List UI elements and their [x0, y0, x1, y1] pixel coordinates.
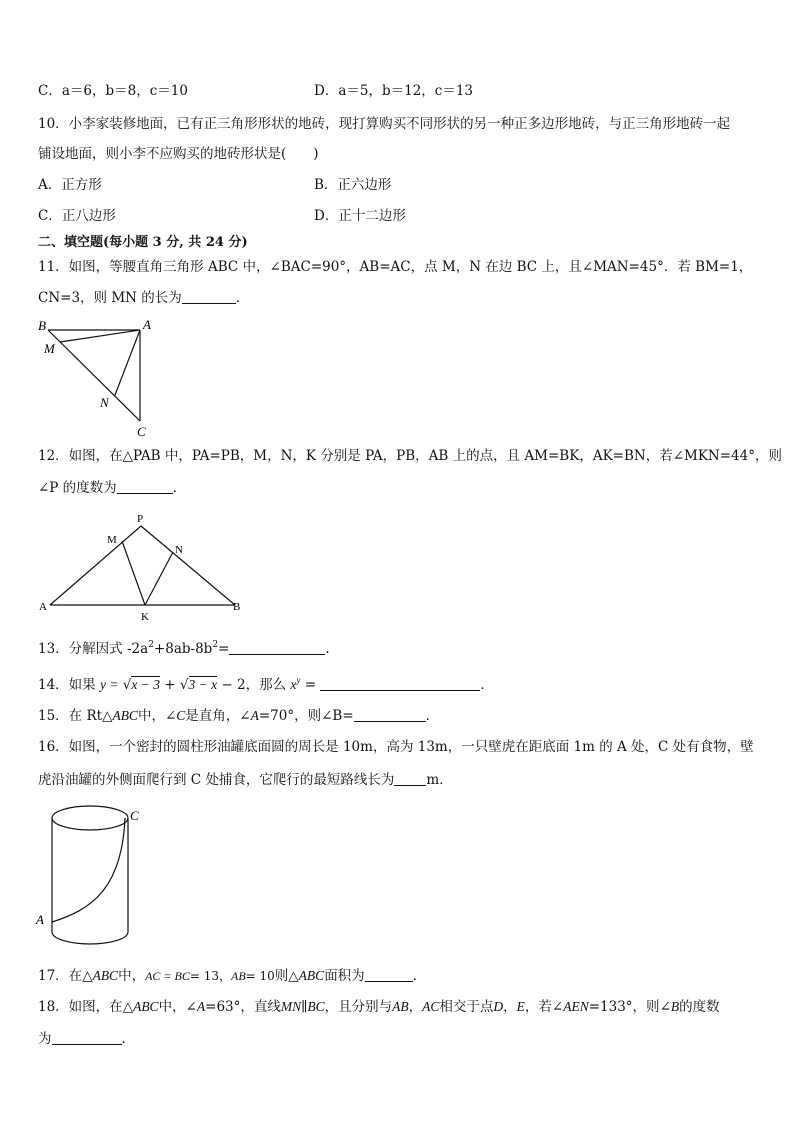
- q18-angle-aen: ∠AEN: [551, 999, 589, 1014]
- q18-angle-b: ∠B: [659, 999, 680, 1014]
- q11-segment-an: [115, 330, 140, 395]
- q18-point-e: E: [516, 999, 525, 1014]
- q17-cond-ab: AB: [230, 969, 246, 983]
- q14-radical-1: [123, 677, 160, 693]
- q17-cond-13: = 13，: [189, 969, 231, 983]
- q13-term2: +8ab-8b: [153, 641, 213, 657]
- q14-plus: +: [164, 677, 176, 693]
- q10-option-d: D．正十二边形: [314, 208, 406, 224]
- q11-edge-bc: [48, 330, 140, 421]
- q15-end: ．: [425, 708, 440, 724]
- q14-y-equals: y =: [99, 677, 119, 692]
- q12-label-k: K: [141, 611, 149, 623]
- q12-label-b: B: [233, 601, 241, 613]
- q18-triangle: △ABC: [122, 999, 159, 1014]
- q12-label-p: P: [137, 513, 144, 525]
- q18-line2-end: .: [121, 1031, 126, 1047]
- q11-label-c: C: [137, 424, 146, 439]
- q12-edge-pb: [141, 526, 235, 605]
- q16-line1: 16．如图，一个密封的圆柱形油罐底面圆的周长是 10m，高为 13m，一只壁虎在距底面 1m 的 A 处，C 处有食物，壁: [38, 739, 754, 755]
- q18-line2-text: 为: [38, 1031, 52, 1047]
- q12-label-a: A: [39, 601, 47, 613]
- q12-segment-mk: [122, 541, 145, 605]
- q16-label-c: C: [130, 808, 139, 823]
- q12-line2-text: ∠P 的度数为: [38, 480, 117, 496]
- q18-line1: [38, 998, 720, 1016]
- q11-label-a: A: [143, 317, 151, 332]
- q14-end: ．: [480, 677, 494, 693]
- q18-text3: ，且分别与: [324, 999, 393, 1015]
- q11-segment-am: [60, 330, 140, 342]
- q11-line2-end: ．: [235, 290, 250, 306]
- q18-text1: 中，: [158, 999, 186, 1015]
- q17-answer-blank[interactable]: [365, 967, 413, 982]
- q10-option-b: B．正六边形: [314, 177, 392, 193]
- q18-comma1: ，: [408, 999, 423, 1015]
- q14-minus-two: − 2: [221, 677, 246, 693]
- q18-text5: ，若: [524, 999, 552, 1015]
- q12-edge-ap: [50, 526, 141, 605]
- q17-end: ．: [412, 968, 427, 984]
- q18-comma2: ，: [503, 999, 517, 1015]
- q18-side-ac: AC: [422, 999, 440, 1014]
- q13-term1: -2a: [126, 641, 149, 657]
- q14-answer-blank[interactable]: [320, 676, 480, 691]
- q11-line2: [38, 289, 249, 307]
- q14-exp-y: y: [296, 675, 301, 685]
- q12-label-m: M: [107, 534, 117, 546]
- q14-radicand-2: 3 − x: [188, 677, 218, 692]
- q18-answer-blank[interactable]: [52, 1030, 122, 1045]
- q15-label: 15．在 Rt: [38, 708, 103, 724]
- section-title-fill-in: 二、填空题(每小题 3 分, 共 24 分): [38, 235, 248, 250]
- q9-option-d: D．a＝5，b＝12，c＝13: [314, 83, 474, 99]
- q12-figure: [35, 510, 250, 625]
- q11-answer-blank[interactable]: [182, 289, 236, 304]
- q15-answer-blank[interactable]: [354, 707, 426, 722]
- q12-segment-kn: [145, 552, 173, 605]
- q18-parallel: MN∥BC: [280, 999, 325, 1014]
- q14-radical-2: [180, 677, 217, 693]
- q12-line1: 12．如图，在△PAB 中，PA=PB，M，N，K 分别是 PA，PB，AB 上的点，且 AM=BK，AK=BN，若∠MKN=44°，则: [38, 448, 782, 464]
- q16-answer-blank[interactable]: [394, 771, 426, 786]
- q18-point-d: D: [493, 999, 504, 1014]
- q13-exp1: 2: [148, 640, 154, 650]
- q18-label: 18．如图，在: [38, 999, 123, 1015]
- q17-cond-ac-bc: AC = BC: [145, 969, 190, 983]
- q17-triangle2: △ABC: [288, 968, 325, 983]
- q11-label-m: M: [44, 341, 55, 356]
- q12-answer-blank[interactable]: [117, 479, 173, 494]
- q13-end: .: [325, 641, 330, 657]
- q16-cylinder-bottom: [52, 932, 128, 944]
- q15-angle-c: ∠C: [164, 708, 186, 723]
- q16-line2: [38, 771, 453, 789]
- q12-line2-end: ．: [172, 480, 187, 496]
- q16-cylinder-top: [52, 806, 128, 830]
- q15-line: [38, 707, 439, 725]
- q16-label-a: A: [36, 912, 44, 927]
- q15-text1: 中，: [137, 708, 165, 724]
- q14-base-x: x: [290, 677, 297, 692]
- q14-sqrt-icon: √: [179, 677, 189, 693]
- q10-line1: 10．小李家装修地面，已有正三角形形状的地砖，现打算购买不同形状的另一种正多边形地砖，与正三角形地砖一起: [38, 116, 731, 132]
- q17-text2: 则: [274, 968, 289, 984]
- q16-line2-text: 虎沿油罐的外侧面爬行到 C 处捕食，它爬行的最短路线长为: [38, 772, 395, 788]
- q15-angle-a: ∠A: [239, 708, 259, 723]
- q13-equals: =: [218, 641, 230, 657]
- q11-line2-text: CN=3，则 MN 的长为: [38, 290, 182, 306]
- q18-text4: 相交于点: [439, 999, 494, 1015]
- q14-line: [38, 671, 494, 694]
- q14-equals: =: [304, 677, 317, 693]
- q10-option-a: A．正方形: [38, 177, 102, 193]
- q14-label: 14．如果: [38, 677, 96, 693]
- q16-shortest-path: [52, 818, 125, 922]
- q10-line2: 铺设地面，则小李不应购买的地砖形状是( ): [38, 146, 319, 162]
- q11-figure: [30, 315, 160, 440]
- q17-label: 17．在: [38, 968, 83, 984]
- q18-angle-a: ∠A: [185, 999, 206, 1014]
- q18-line2: [38, 1030, 126, 1048]
- q10-option-c: C．正八边形: [38, 208, 116, 224]
- q18-text2: =63°，直线: [205, 999, 281, 1015]
- q11-label-b: B: [38, 318, 46, 333]
- q12-line2: [38, 479, 186, 497]
- q18-text7: 的度数: [679, 999, 720, 1015]
- q11-line1: 11．如图，等腰直角三角形 ABC 中，∠BAC=90°，AB=AC，点 M，N 在边 BC 上，且∠MAN=45°．若 BM=1，: [38, 259, 753, 275]
- q13-line: [38, 636, 330, 658]
- q14-sqrt-icon: √: [122, 677, 132, 693]
- q15-triangle: △ABC: [102, 708, 138, 723]
- q15-text3: =70°，则∠B=: [258, 708, 354, 724]
- q17-cond-10: = 10: [245, 969, 275, 983]
- q14-radicand-1: x − 3: [131, 677, 160, 692]
- q18-side-ab: AB: [392, 999, 409, 1014]
- q16-line2-end: m．: [426, 772, 453, 788]
- q13-label: 13．分解因式: [38, 641, 127, 657]
- q17-text1: 中，: [118, 968, 146, 984]
- q17-line: [38, 967, 426, 985]
- q12-label-n: N: [175, 544, 183, 556]
- q15-text2: 是直角，: [185, 708, 240, 724]
- q14-then: ，那么: [245, 677, 287, 693]
- q13-answer-blank[interactable]: [229, 640, 325, 655]
- q17-triangle: △ABC: [82, 968, 119, 983]
- q11-label-n: N: [100, 395, 109, 410]
- q18-text6: =133°，则: [588, 999, 660, 1015]
- q13-exp2: 2: [212, 640, 219, 650]
- q16-figure: [30, 800, 150, 960]
- q9-option-c: C．a＝6，b＝8，c＝10: [38, 83, 188, 99]
- q17-text3: 面积为: [324, 968, 365, 984]
